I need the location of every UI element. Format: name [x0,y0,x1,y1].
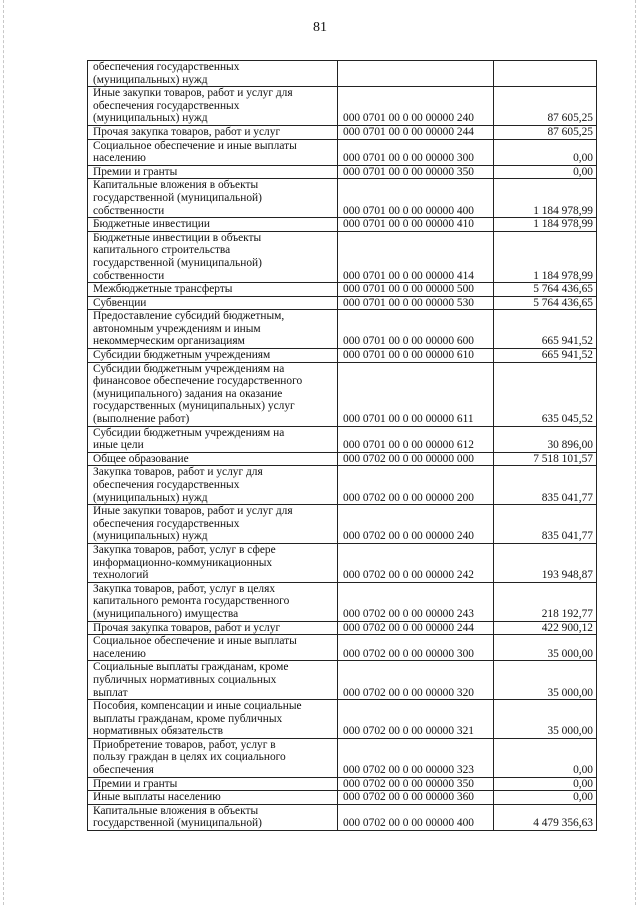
expense-name-cell [88,426,338,452]
expense-name-cell [88,296,338,310]
table-row [88,61,597,87]
amount-cell: 35 000,00 [494,661,597,700]
expense-name-line: Закупка товаров, работ и услуг для [93,466,263,479]
amount-cell: 0,00 [494,139,597,165]
expense-name-line: информационно-коммуникационных [93,556,273,569]
budget-code-cell: 000 0702 00 0 00 00000 321 [338,700,494,739]
budget-code-cell: 000 0701 00 0 00 00000 610 [338,349,494,363]
amount-cell: 5 764 436,65 [494,296,597,310]
expense-name-line: Субсидии бюджетным учреждениям на [93,362,285,375]
budget-code-cell: 000 0701 00 0 00 00000 300 [338,139,494,165]
expense-name-line: обеспечения государственных [93,479,240,491]
budget-code-cell: 000 0702 00 0 00 00000 243 [338,582,494,621]
expense-name-cell [88,179,338,218]
budget-table [87,60,597,831]
expense-name-line: Капитальные вложения в объекты [93,179,259,192]
budget-code-cell: 000 0702 00 0 00 00000 242 [338,543,494,582]
expense-name-line: обеспечения государственных [93,99,240,112]
expense-name-line: Иные закупки товаров, работ и услуг для [93,505,293,518]
amount-cell: 218 192,77 [494,582,597,621]
amount-cell: 422 900,12 [494,621,597,635]
table-row [88,466,597,505]
budget-code-cell: 000 0702 00 0 00 00000 300 [338,635,494,661]
expense-name-line: населению [93,152,146,165]
budget-code-cell: 000 0702 00 0 00 00000 200 [338,466,494,505]
expense-name-cell [88,738,338,777]
amount-cell: 4 479 356,63 [494,804,597,830]
expense-name-cell [88,543,338,582]
expense-name-line: Премии и гранты [93,777,178,790]
expense-name-line: Капитальные вложения в объекты [93,804,259,817]
amount-cell: 665 941,52 [494,349,597,363]
expense-name-line: Предоставление субсидий бюджетным, [93,310,285,323]
table-row [88,738,597,777]
budget-code-cell: 000 0701 00 0 00 00000 244 [338,125,494,139]
amount-cell: 1 184 978,99 [494,218,597,232]
expense-name-cell [88,700,338,739]
table-row [88,349,597,363]
budget-code-cell: 000 0701 00 0 00 00000 500 [338,283,494,297]
expense-name-line: иные цели [93,439,144,452]
budget-code-cell: 000 0702 00 0 00 00000 244 [338,621,494,635]
expense-name-line: государственных (муниципальных) услуг [93,400,295,413]
budget-code-cell: 000 0701 00 0 00 00000 414 [338,231,494,282]
expense-name-line: пользу граждан в целях их социального [93,751,286,764]
expense-name-line: Премии и гранты [93,165,178,178]
expense-name-line: (муниципального) имущества [93,607,239,620]
expense-name-cell [88,777,338,791]
table-row [88,582,597,621]
amount-cell: 5 764 436,65 [494,283,597,297]
page-edge-right [635,0,637,905]
expense-name-line: выплат [93,686,128,699]
expense-name-line: Закупка товаров, работ, услуг в сфере [93,543,276,556]
expense-name-line: Пособия, компенсации и иные социальные [93,700,302,713]
expense-name-line: капитального строительства [93,244,231,257]
expense-name-line: (муниципальных) нужд [93,73,208,86]
expense-name-line: Социальное обеспечение и иные выплаты [93,635,297,648]
budget-code-cell: 000 0701 00 0 00 00000 612 [338,426,494,452]
amount-cell: 193 948,87 [494,543,597,582]
expense-name-line: Субсидии бюджетным учреждениям на [93,426,285,439]
expense-name-cell [88,661,338,700]
expense-name-line: выплаты гражданам, кроме публичных [93,712,283,725]
expense-name-cell [88,231,338,282]
expense-name-line: Субсидии бюджетным учреждениям [93,349,271,362]
expense-name-line: Общее образование [93,452,189,465]
table-row [88,661,597,700]
expense-name-line: (муниципальных) нужд [93,112,208,125]
table-row [88,139,597,165]
page-number: 81 [313,20,327,35]
table-row [88,777,597,791]
amount-cell: 87 605,25 [494,87,597,126]
expense-name-line: Бюджетные инвестиции в объекты [93,231,262,244]
amount-cell [494,61,597,87]
table-row [88,283,597,297]
amount-cell: 635 045,52 [494,362,597,426]
expense-name-line: обеспечения [93,764,154,777]
expense-name-line: Прочая закупка товаров, работ и услуг [93,125,281,138]
budget-code-cell: 000 0701 00 0 00 00000 600 [338,310,494,349]
table-row [88,635,597,661]
amount-cell: 835 041,77 [494,466,597,505]
amount-cell: 0,00 [494,165,597,179]
table-row [88,165,597,179]
budget-table-body [88,61,597,831]
expense-name-cell [88,621,338,635]
table-row [88,231,597,282]
budget-code-cell: 000 0702 00 0 00 00000 240 [338,505,494,544]
budget-code-cell: 000 0701 00 0 00 00000 350 [338,165,494,179]
expense-name-cell [88,165,338,179]
expense-name-line: обеспечения государственных [93,61,240,73]
budget-code-cell: 000 0701 00 0 00 00000 400 [338,179,494,218]
table-row [88,296,597,310]
budget-code-cell [338,61,494,87]
expense-name-line: собственности [93,269,165,282]
budget-code-cell: 000 0701 00 0 00 00000 530 [338,296,494,310]
expense-name-line: государственной (муниципальной) [93,817,262,830]
expense-name-cell [88,804,338,830]
expense-name-cell [88,452,338,466]
expense-name-line: Субвенции [93,296,147,309]
expense-name-line: (муниципальных) нужд [93,530,208,543]
expense-name-line: технологий [93,569,149,582]
expense-name-line: автономным учреждениям и иным [93,322,261,335]
expense-name-line: Социальные выплаты гражданам, кроме [93,661,289,674]
amount-cell: 0,00 [494,791,597,805]
budget-code-cell: 000 0702 00 0 00 00000 323 [338,738,494,777]
table-row [88,452,597,466]
expense-name-cell [88,635,338,661]
amount-cell: 1 184 978,99 [494,231,597,282]
expense-name-line: Иные выплаты населению [93,791,221,804]
budget-code-cell: 000 0702 00 0 00 00000 400 [338,804,494,830]
amount-cell: 35 000,00 [494,700,597,739]
expense-name-cell [88,87,338,126]
expense-name-line: финансовое обеспечение государственного [93,375,303,388]
amount-cell: 7 518 101,57 [494,452,597,466]
budget-code-cell: 000 0702 00 0 00 00000 360 [338,791,494,805]
budget-code-cell: 000 0701 00 0 00 00000 410 [338,218,494,232]
expense-name-line: Бюджетные инвестиции [93,218,210,231]
expense-name-line: государственной (муниципальной) [93,256,262,269]
amount-cell: 835 041,77 [494,505,597,544]
budget-code-cell: 000 0702 00 0 00 00000 000 [338,452,494,466]
expense-name-cell [88,791,338,805]
amount-cell: 665 941,52 [494,310,597,349]
expense-name-line: публичных нормативных социальных [93,673,277,686]
table-row [88,543,597,582]
expense-name-line: Иные закупки товаров, работ и услуг для [93,87,293,100]
expense-name-line: собственности [93,204,165,217]
expense-name-cell [88,125,338,139]
amount-cell: 87 605,25 [494,125,597,139]
expense-name-line: нормативных обязательств [93,725,223,738]
table-row [88,125,597,139]
budget-code-cell: 000 0701 00 0 00 00000 240 [338,87,494,126]
expense-name-line: Прочая закупка товаров, работ и услуг [93,621,281,634]
table-row [88,791,597,805]
expense-name-cell [88,466,338,505]
expense-name-line: Межбюджетные трансферты [93,283,233,296]
amount-cell: 0,00 [494,738,597,777]
table-row [88,218,597,232]
expense-name-cell [88,582,338,621]
page-edge-left [3,0,5,905]
amount-cell: 1 184 978,99 [494,179,597,218]
expense-name-line: (выполнение работ) [93,413,190,426]
expense-name-cell [88,505,338,544]
table-row [88,310,597,349]
table-row [88,505,597,544]
expense-name-line: капитального ремонта государственного [93,595,290,608]
table-row [88,621,597,635]
expense-name-line: (муниципальных) нужд [93,491,208,504]
amount-cell: 30 896,00 [494,426,597,452]
table-row [88,804,597,830]
expense-name-cell [88,139,338,165]
expense-name-cell [88,283,338,297]
expense-name-line: некоммерческим организациям [93,335,245,348]
budget-code-cell: 000 0702 00 0 00 00000 350 [338,777,494,791]
amount-cell: 35 000,00 [494,635,597,661]
expense-name-cell [88,349,338,363]
table-row [88,700,597,739]
expense-name-line: государственной (муниципальной) [93,191,262,204]
expense-name-line: обеспечения государственных [93,517,240,530]
table-row [88,87,597,126]
expense-name-cell [88,310,338,349]
table-row [88,426,597,452]
expense-name-line: населению [93,647,146,660]
budget-code-cell: 000 0702 00 0 00 00000 320 [338,661,494,700]
expense-name-line: Социальное обеспечение и иные выплаты [93,139,297,152]
budget-code-cell: 000 0701 00 0 00 00000 611 [338,362,494,426]
amount-cell: 0,00 [494,777,597,791]
table-row [88,179,597,218]
expense-name-line: (муниципального) задания на оказание [93,387,283,400]
expense-name-cell [88,61,338,87]
table-row [88,362,597,426]
expense-name-cell [88,362,338,426]
expense-name-line: Приобретение товаров, работ, услуг в [93,738,276,751]
expense-name-cell [88,218,338,232]
expense-name-line: Закупка товаров, работ, услуг в целях [93,582,276,595]
